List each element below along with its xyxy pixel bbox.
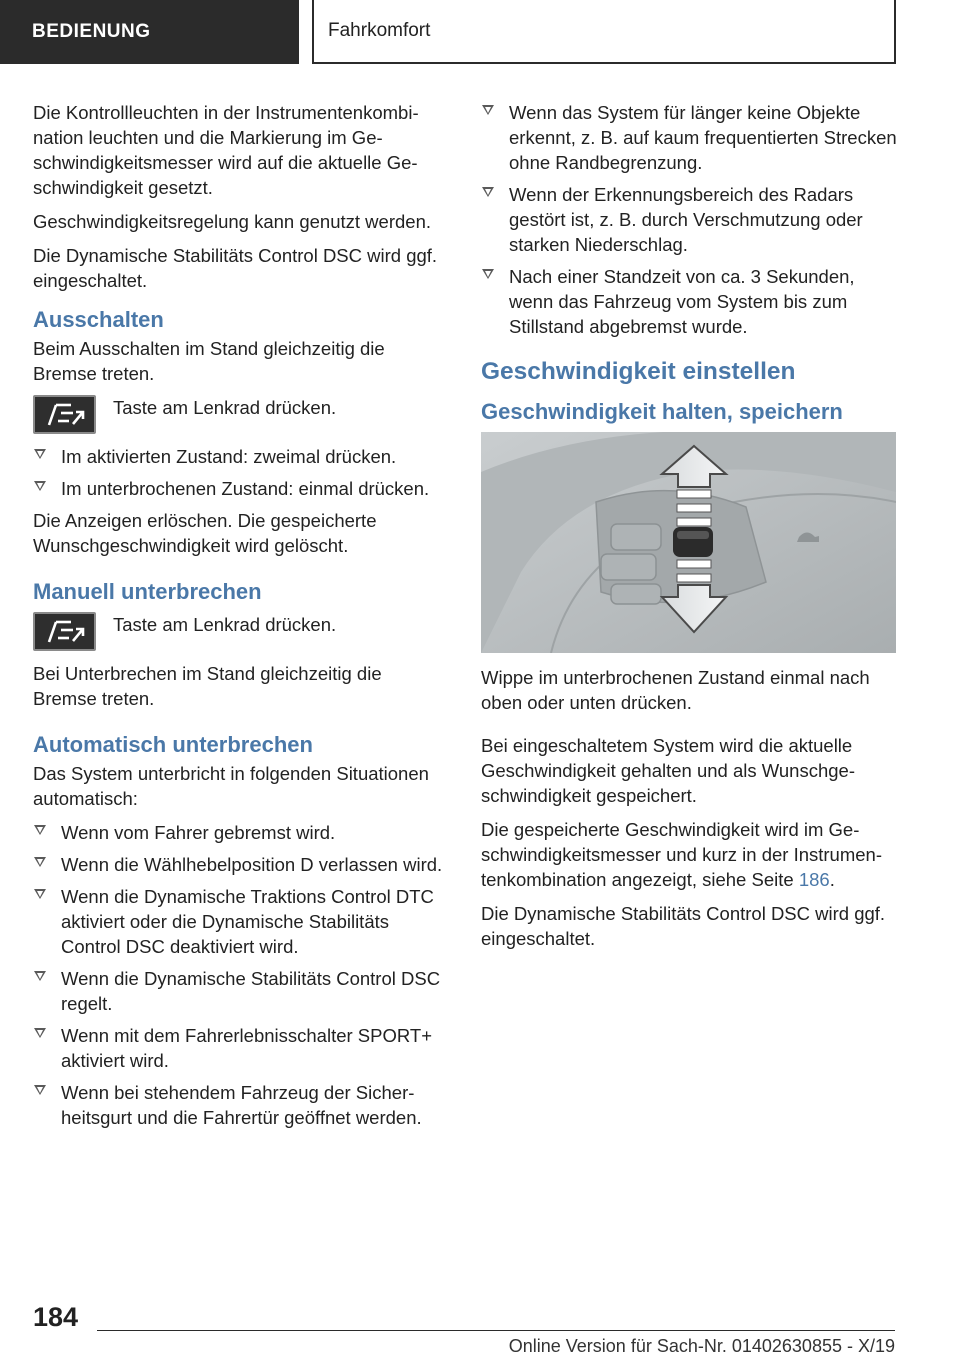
footer-text: Online Version für Sach-Nr. 01402630855 - X/19	[508, 1336, 895, 1356]
list-item	[33, 966, 447, 1016]
list-item-text: Wenn mit dem Fahrerlebnisschalter SPORT+ aktiviert wird.	[61, 1025, 433, 1071]
right-list	[481, 100, 897, 339]
steering-wheel-rocker-illustration	[481, 432, 896, 653]
ausschalten-text: Beim Ausschalten im Stand gleichzeitig die Bremse treten.	[33, 338, 385, 384]
manuell-icon-text: Taste am Lenkrad drücken.	[113, 614, 337, 635]
heading-manuell-unterbrechen: Manuell unterbrechen	[33, 579, 262, 604]
ausschalten-icon-row	[33, 395, 447, 434]
triangle-bullet-icon	[34, 857, 46, 867]
ausschalten-icon-text: Taste am Lenkrad drücken.	[113, 397, 337, 418]
right-paragraph-3: Die Dynamische Stabilitäts Control DSC wird ggf. eingeschaltet.	[481, 903, 886, 949]
manuell-text: Bei Unterbrechen im Stand gleichzeitig die Bremse treten.	[33, 663, 382, 709]
page-reference-link[interactable]: 186	[798, 869, 830, 890]
steering-wheel-rocker-figure	[481, 432, 896, 653]
heading-automatisch-unterbrechen: Automatisch unterbrechen	[33, 732, 313, 757]
right-paragraph-2	[481, 817, 897, 892]
intro-paragraph-3: Die Dynamische Stabilitäts Control DSC wird ggf. eingeschaltet.	[33, 245, 438, 291]
list-item	[33, 1023, 447, 1073]
list-item-text: Wenn die Dynamische Traktions Control DTC aktiviert oder die Dynamische Stabilitäts Control DSC deaktiviert wird.	[61, 886, 434, 957]
triangle-bullet-icon	[482, 187, 494, 197]
right-paragraph-2-end: .	[829, 869, 835, 890]
list-item	[33, 852, 447, 877]
list-item-text: Wenn bei stehendem Fahrzeug der Sicherheitsgurt und die Fahrertür geöffnet werden.	[61, 1082, 422, 1128]
list-item-text: Wenn die Wählhebelposition D verlassen wird.	[61, 854, 443, 875]
automatisch-list	[33, 820, 447, 1130]
heading-geschwindigkeit-einstellen: Geschwindigkeit einstellen	[481, 358, 796, 385]
triangle-bullet-icon	[34, 481, 46, 491]
manuell-icon-row	[33, 612, 447, 651]
heading-ausschalten: Ausschalten	[33, 307, 164, 332]
intro-paragraph-2: Geschwindigkeitsregelung kann genutzt werden.	[33, 211, 431, 232]
right-paragraph-2-text: Die gespeicherte Geschwindigkeit wird im Geschwindigkeitsmesser und kurz in der Instrumentenkombination angezeigt, siehe Seite	[481, 819, 883, 890]
list-item	[481, 182, 897, 257]
ausschalten-after-text: Die Anzeigen erlöschen. Die gespeicherte Wunschgeschwindigkeit wird gelöscht.	[33, 510, 377, 556]
cruise-control-button-icon	[33, 612, 96, 651]
intro-paragraph-1: Die Kontrollleuchten in der Instrumentenkombination leuchten und die Markierung im Geschwindigkeitsmesser wird auf die aktuelle Geschwindigkeit gesetzt.	[33, 102, 419, 198]
automatisch-text: Das System unterbricht in folgenden Situationen automatisch:	[33, 763, 429, 809]
triangle-bullet-icon	[34, 1028, 46, 1038]
list-item-text: Im unterbrochenen Zustand: einmal drücken.	[61, 478, 430, 499]
cruise-control-button-icon	[33, 395, 96, 434]
list-item	[33, 1080, 447, 1130]
triangle-bullet-icon	[34, 825, 46, 835]
page-number: 184	[33, 1302, 79, 1332]
list-item-text: Wenn vom Fahrer gebremst wird.	[61, 822, 336, 843]
header-chapter-label: Fahrkomfort	[312, 0, 896, 64]
triangle-bullet-icon	[34, 889, 46, 899]
list-item-text: Wenn das System für länger keine Objekte erkennt, z. B. auf kaum frequentierten Strecken ohne Randbegrenzung.	[509, 102, 897, 173]
list-item-text: Nach einer Standzeit von ca. 3 Sekunden, wenn das Fahrzeug vom System bis zum Stillstand abgebremst wurde.	[509, 266, 855, 337]
triangle-bullet-icon	[482, 105, 494, 115]
list-item	[33, 884, 447, 959]
list-item	[481, 264, 897, 339]
ausschalten-list	[33, 444, 447, 501]
triangle-bullet-icon	[34, 449, 46, 459]
triangle-bullet-icon	[34, 971, 46, 981]
triangle-bullet-icon	[34, 1085, 46, 1095]
list-item-text: Wenn der Erkennungsbereich des Radars gestört ist, z. B. durch Verschmutzung oder starken Niederschlag.	[509, 184, 863, 255]
list-item	[481, 100, 897, 175]
left-column	[33, 100, 447, 1137]
footer-divider	[97, 1330, 895, 1331]
list-item	[33, 476, 447, 501]
right-column	[481, 100, 897, 960]
heading-geschwindigkeit-halten: Geschwindigkeit halten, speichern	[481, 399, 843, 424]
figure-caption: Wippe im unterbrochenen Zustand einmal nach oben oder unten drücken.	[481, 667, 870, 713]
header-section-label: BEDIENUNG	[0, 0, 299, 64]
list-item-text: Im aktivierten Zustand: zweimal drücken.	[61, 446, 397, 467]
right-paragraph-1: Bei eingeschaltetem System wird die aktuelle Geschwindigkeit gehalten und als Wunschgeschwindigkeit gespeichert.	[481, 735, 856, 806]
list-item	[33, 444, 447, 469]
triangle-bullet-icon	[482, 269, 494, 279]
list-item	[33, 820, 447, 845]
list-item-text: Wenn die Dynamische Stabilitäts Control DSC regelt.	[61, 968, 441, 1014]
